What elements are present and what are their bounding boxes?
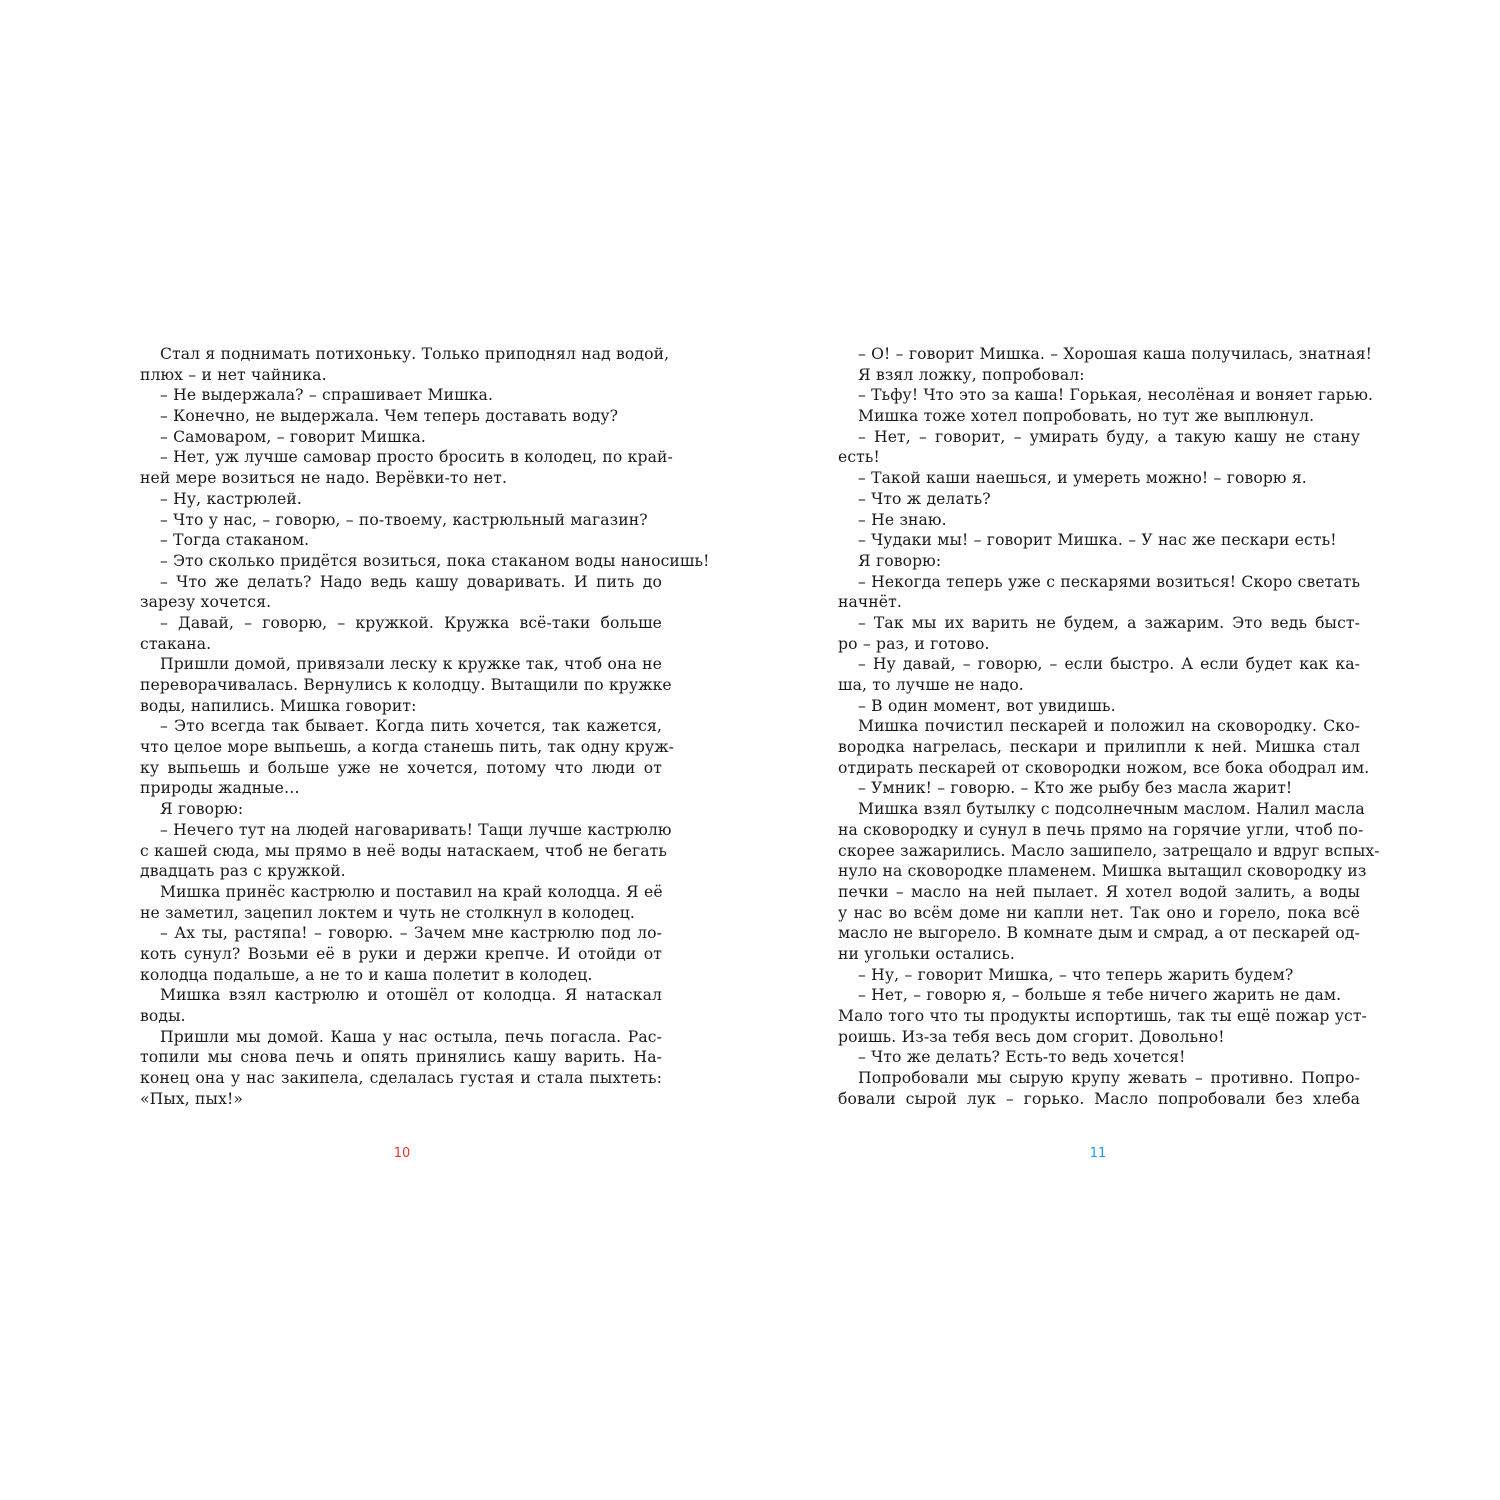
text-line: скорее зажарились. Масло зашипело, затрещало и вдруг вспых- xyxy=(838,841,1380,860)
text-line: Мало того что ты продукты испортишь, так ты ещё пожар уст- xyxy=(838,1007,1367,1025)
text-line: – Что же делать? Надо ведь кашу доваривать. И пить до xyxy=(160,572,662,591)
text-line: двадцать раз с кружкой. xyxy=(140,862,346,881)
text-line: – Не знаю. xyxy=(858,510,947,529)
text-line: – О! – говорит Мишка. – Хорошая каша получилась, знатная! xyxy=(858,345,1373,363)
text-line: есть! xyxy=(838,448,880,467)
text-line: – Ну, – говорит Мишка, – что теперь жарить будем? xyxy=(858,965,1294,984)
text-line: плюх – и нет чайника. xyxy=(140,365,327,384)
text-line: – Что ж делать? xyxy=(858,489,991,508)
text-line: Я говорю: xyxy=(858,551,942,570)
text-line: Пришли мы домой. Каша у нас остыла, печь погасла. Рас- xyxy=(160,1027,662,1046)
text-line: нуло на сковородке пламенем. Мишка вытащил сковородку из xyxy=(838,862,1367,881)
text-line: Мишка тоже хотел попробовать, но тут же выплюнул. xyxy=(858,407,1315,426)
text-line: – Самоваром, – говорит Мишка. xyxy=(160,427,426,446)
text-line: – Это всегда так бывает. Когда пить хочется, так кажется, xyxy=(160,717,662,736)
text-line: не заметил, зацепил локтем и чуть не столкнул в колодец. xyxy=(140,903,635,922)
text-line: «Пых, пых!» xyxy=(140,1089,243,1108)
text-line: что целое море выпьешь, а когда станешь пить, так одну круж- xyxy=(140,738,675,757)
text-line: – Тогда стаканом. xyxy=(160,531,310,550)
text-line: – Некогда теперь уже с пескарями возиться! Скоро светать xyxy=(858,572,1361,591)
text-line: Я говорю: xyxy=(160,800,244,819)
text-line: конец она у нас закипела, сделалась густая и стала пыхтеть: xyxy=(140,1069,662,1088)
text-line: колодца подальше, а не то и каша полетит в колодец. xyxy=(140,965,593,984)
text-line: у нас во всём доме ни капли нет. Так оно и горело, пока всё xyxy=(838,903,1360,922)
right-page-number: 11 xyxy=(1089,1146,1107,1161)
text-line: – Что у нас, – говорю, – по-твоему, кастрюльный магазин? xyxy=(160,510,648,529)
text-line: – Тьфу! Что это за каша! Горькая, несолёная и воняет гарью. xyxy=(858,386,1374,405)
text-line: печки – масло на ней пылает. Я хотел водой залить, а воды xyxy=(838,882,1360,901)
text-line: отдирать пескарей от сковородки ножом, все бока ободрал им. xyxy=(838,758,1370,777)
text-line: – Это сколько придётся возиться, пока стаканом воды наносишь! xyxy=(160,551,710,570)
text-line: ро – раз, и готово. xyxy=(838,634,990,653)
text-line: Попробовали мы сырую крупу жевать – противно. Попро- xyxy=(858,1069,1360,1088)
text-line: коть сунул? Возьми её в руки и держи крепче. И отойди от xyxy=(140,944,662,963)
text-line: – Нет, уж лучше самовар просто бросить в колодец, по край- xyxy=(160,448,673,467)
text-line: – Так мы их варить не будем, а зажарим. Это ведь быст- xyxy=(858,613,1360,632)
text-line: – Такой каши наешься, и умереть можно! – говорю я. xyxy=(858,469,1307,488)
text-line: – Не выдержала? – спрашивает Мишка. xyxy=(160,386,493,405)
text-line: – Умник! – говорю. – Кто же рыбу без масла жарит! xyxy=(858,779,1293,798)
text-line: – Нечего тут на людей наговаривать! Тащи лучше кастрюлю xyxy=(160,820,672,839)
text-line: – Ах ты, растяпа! – говорю. – Зачем мне кастрюлю под ло- xyxy=(160,924,662,943)
text-line: Я взял ложку, попробовал: xyxy=(858,365,1085,384)
text-line: Мишка взял бутылку с подсолнечным маслом. Налил масла xyxy=(858,800,1365,819)
text-line: переворачивалась. Вернулись к колодцу. Вытащили по кружке xyxy=(140,676,672,694)
text-line: – Чудаки мы! – говорит Мишка. – У нас же пескари есть! xyxy=(858,531,1337,550)
text-line: – Конечно, не выдержала. Чем теперь доставать воду? xyxy=(160,407,619,426)
text-line: Пришли домой, привязали леску к кружке так, чтоб она не xyxy=(160,655,662,674)
text-line: ни угольки остались. xyxy=(838,944,1015,963)
text-line: начнёт. xyxy=(838,593,902,612)
left-page-text xyxy=(140,344,710,1109)
text-line: вородка нагрелась, пескари и прилипли к ней. Мишка стал xyxy=(838,738,1360,757)
text-line: бовали сырой лук – горько. Масло попробовали без хлеба xyxy=(838,1089,1360,1108)
text-line: – Ну давай, – говорю, – если быстро. А если будет как ка- xyxy=(858,655,1360,674)
text-line: природы жадные… xyxy=(140,779,300,798)
text-line: роишь. Из-за тебя весь дом сгорит. Довольно! xyxy=(838,1027,1225,1046)
text-line: на сковородку и сунул в печь прямо на горячие угли, чтоб по- xyxy=(838,820,1364,839)
text-line: – Нет, – говорю я, – больше я тебе ничего жарить не дам. xyxy=(858,986,1342,1005)
text-line: стакана. xyxy=(140,634,212,653)
text-line: ку выпьешь и больше уже не хочется, потому что люди от xyxy=(140,758,662,777)
text-line: топили мы снова печь и опять принялись кашу варить. На- xyxy=(140,1048,662,1067)
right-page-text xyxy=(838,344,1380,1109)
text-line: воды, напились. Мишка говорит: xyxy=(140,696,417,715)
left-page-number: 10 xyxy=(393,1146,411,1161)
text-line: – Что же делать? Есть-то ведь хочется! xyxy=(858,1048,1186,1067)
text-line: с кашей сюда, мы прямо в неё воды натаскаем, чтоб не бегать xyxy=(140,841,668,860)
text-line: Мишка почистил пескарей и положил на сковородку. Ско- xyxy=(858,717,1360,736)
text-line: – В один момент, вот увидишь. xyxy=(858,696,1116,715)
text-line: Мишка взял кастрюлю и отошёл от колодца. Я натаскал xyxy=(160,986,662,1005)
text-line: Мишка принёс кастрюлю и поставил на край колодца. Я её xyxy=(160,882,663,901)
text-line: – Нет, – говорит, – умирать буду, а такую кашу не стану xyxy=(858,427,1360,446)
text-line: масло не выгорело. В комнате дым и смрад, а от пескарей од- xyxy=(838,924,1360,943)
text-line: – Ну, кастрюлей. xyxy=(160,489,302,508)
text-line: ней мере возиться не надо. Верёвки-то нет. xyxy=(140,469,508,488)
text-line: воды. xyxy=(140,1007,186,1025)
text-line: ша, то лучше не надо. xyxy=(838,676,1024,694)
text-line: – Давай, – говорю, – кружкой. Кружка всё-таки больше xyxy=(160,613,662,632)
text-line: зарезу хочется. xyxy=(140,593,272,612)
text-line: Стал я поднимать потихоньку. Только приподнял над водой, xyxy=(160,345,670,363)
